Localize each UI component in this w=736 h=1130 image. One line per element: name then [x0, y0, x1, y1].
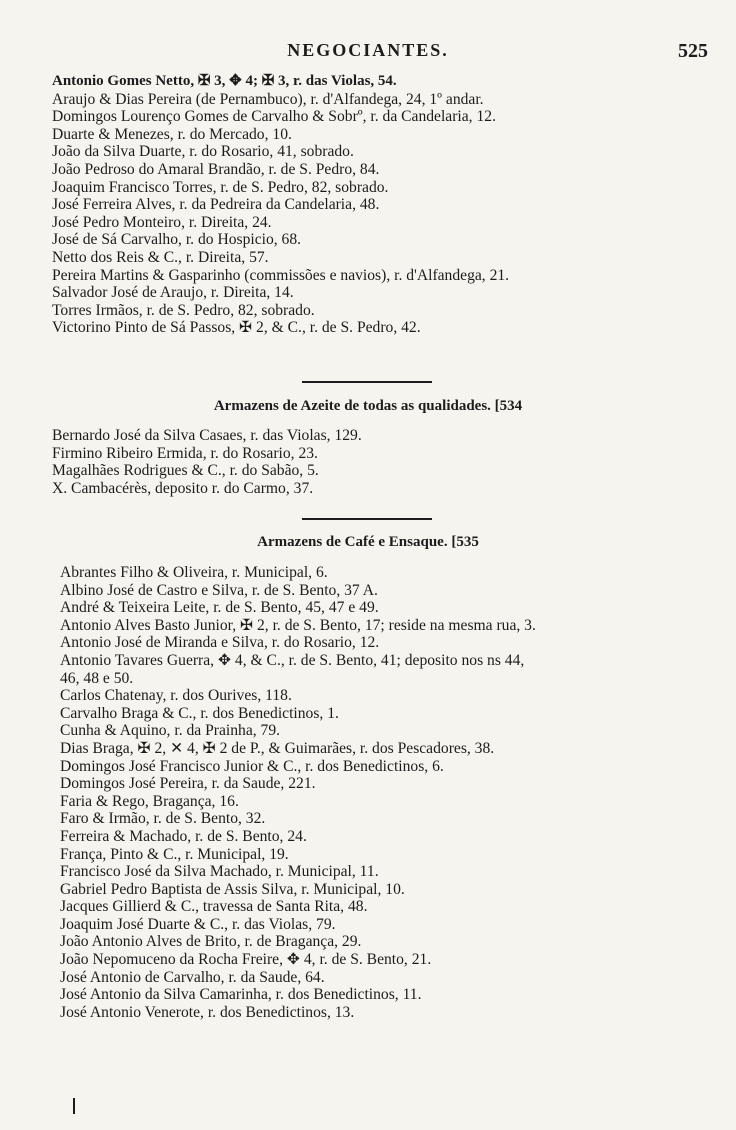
list-item: Carlos Chatenay, r. dos Ourives, 118.	[60, 687, 292, 705]
list-item: Albino José de Castro e Silva, r. de S. Bento, 37 A.	[60, 581, 378, 599]
page-header	[0, 40, 736, 66]
list-item: Antonio Gomes Netto, ✠ 3, ✥ 4; ✠ 3, r. das Violas, 54.	[52, 73, 397, 89]
list-item: João Pedroso do Amaral Brandão, r. de S. Pedro, 84.	[52, 160, 380, 178]
list-item: Ferreira & Machado, r. de S. Bento, 24.	[60, 827, 307, 845]
list-item: Joaquim Francisco Torres, r. de S. Pedro, 82, sobrado.	[52, 178, 389, 196]
list-item: José Ferreira Alves, r. da Pedreira da Candelaria, 48.	[52, 196, 380, 214]
list-item: Victorino Pinto de Sá Passos, ✠ 2, & C., r. de S. Pedro, 42.	[52, 319, 421, 337]
list-item: José de Sá Carvalho, r. do Hospicio, 68.	[52, 231, 302, 249]
section-heading-azeite: Armazens de Azeite de todas as qualidades. [534	[213, 398, 523, 414]
list-item: Pereira Martins & Gasparinho (commissões e navios), r. d'Alfandega, 21.	[52, 266, 510, 284]
list-item: Domingos Lourenço Gomes de Carvalho & Sobrº, r. da Candelaria, 12.	[52, 108, 496, 126]
page-title: NEGOCIANTES.	[287, 40, 449, 60]
section-divider	[302, 381, 432, 383]
list-item: Cunha & Aquino, r. da Prainha, 79.	[60, 722, 281, 740]
list-item: José Antonio Venerote, r. dos Benedictinos, 13.	[60, 1003, 355, 1021]
list-item: Jacques Gillierd & C., travessa de Santa Rita, 48.	[60, 898, 368, 916]
page-number: 525	[678, 40, 708, 62]
list-item: João da Silva Duarte, r. do Rosario, 41, sobrado.	[52, 143, 354, 161]
list-item: França, Pinto & C., r. Municipal, 19.	[60, 845, 289, 863]
list-item: José Antonio da Silva Camarinha, r. dos Benedictinos, 11.	[60, 986, 422, 1004]
list-item: Antonio Tavares Guerra, ✥ 4, & C., r. de S. Bento, 41; deposito nos ns 44,	[60, 651, 525, 669]
list-item: Gabriel Pedro Baptista de Assis Silva, r. Municipal, 10.	[60, 880, 405, 898]
list-item-continuation: 46, 48 e 50.	[60, 669, 134, 687]
list-item: Bernardo José da Silva Casaes, r. das Violas, 129.	[52, 427, 362, 444]
list-item: Francisco José da Silva Machado, r. Municipal, 11.	[60, 863, 379, 881]
list-item: Torres Irmãos, r. de S. Pedro, 82, sobrado.	[52, 301, 315, 319]
list-item: Joaquim José Duarte & C., r. das Violas, 79.	[60, 915, 336, 933]
list-item: Faro & Irmão, r. de S. Bento, 32.	[60, 810, 266, 828]
list-item: Araujo & Dias Pereira (de Pernambuco), r. d'Alfandega, 24, 1º andar.	[52, 90, 484, 108]
list-item: X. Cambacérès, deposito r. do Carmo, 37.	[52, 479, 314, 497]
list-item: Carvalho Braga & C., r. dos Benedictinos, 1.	[60, 704, 339, 722]
list-item: João Antonio Alves de Brito, r. de Bragança, 29.	[60, 933, 362, 951]
margin-mark	[73, 1098, 75, 1114]
list-item: Antonio Alves Basto Junior, ✠ 2, r. de S. Bento, 17; reside na mesma rua, 3.	[60, 616, 536, 634]
section-divider	[302, 518, 432, 520]
list-item: Duarte & Menezes, r. do Mercado, 10.	[52, 125, 292, 143]
list-item: Magalhães Rodrigues & C., r. do Sabão, 5.	[52, 462, 319, 480]
list-item: Antonio José de Miranda e Silva, r. do Rosario, 12.	[60, 634, 380, 652]
list-item: Domingos José Francisco Junior & C., r. dos Benedictinos, 6.	[60, 757, 444, 775]
section-heading-cafe: Armazens de Café e Ensaque. [535	[257, 534, 479, 550]
list-item: Abrantes Filho & Oliveira, r. Municipal, 6.	[60, 564, 328, 581]
list-item: Salvador José de Araujo, r. Direita, 14.	[52, 284, 294, 302]
list-item: José Antonio de Carvalho, r. da Saude, 64.	[60, 968, 325, 986]
list-item: Firmino Ribeiro Ermida, r. do Rosario, 23.	[52, 444, 318, 462]
list-item: André & Teixeira Leite, r. de S. Bento, 45, 47 e 49.	[60, 599, 379, 617]
list-item: João Nepomuceno da Rocha Freire, ✥ 4, r. de S. Bento, 21.	[60, 951, 432, 969]
list-item: Faria & Rego, Bragança, 16.	[60, 792, 239, 810]
cafe-list	[0, 564, 736, 1021]
list-item: José Pedro Monteiro, r. Direita, 24.	[52, 213, 272, 231]
list-item: Dias Braga, ✠ 2, ✕ 4, ✠ 2 de P., & Guimarães, r. dos Pescadores, 38.	[60, 739, 495, 757]
merchant-list	[0, 73, 736, 337]
list-item: Netto dos Reis & C., r. Direita, 57.	[52, 248, 269, 266]
azeite-list	[0, 427, 736, 497]
list-item: Domingos José Pereira, r. da Saude, 221.	[60, 775, 316, 793]
